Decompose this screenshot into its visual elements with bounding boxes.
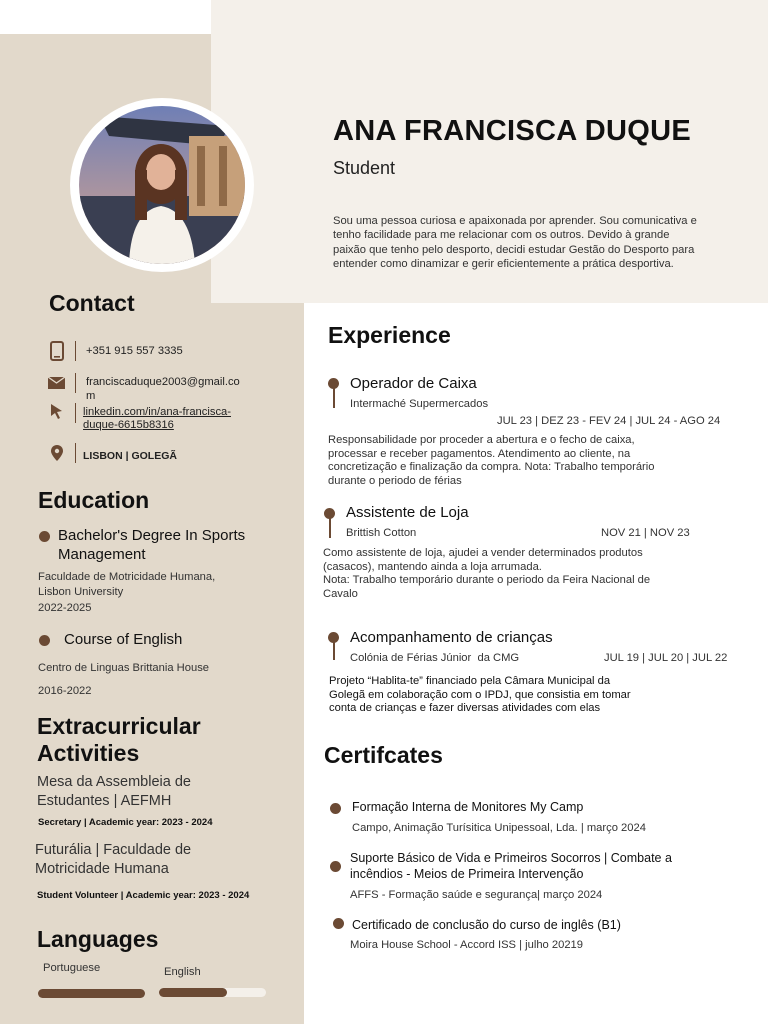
divider xyxy=(75,373,76,393)
job-description-line: (casacos), mantendo ainda a loja arrumada. xyxy=(323,560,542,573)
job-title: Operador de Caixa xyxy=(350,375,477,392)
timeline-stem xyxy=(329,518,331,538)
job-company: Colónia de Férias Júnior da CMG xyxy=(350,652,520,664)
heading-line: Activities xyxy=(37,740,140,766)
language-name: Portuguese xyxy=(43,962,101,974)
bullet-dot xyxy=(333,918,344,929)
job-description-line: Golegã em colaboração com o IPDJ, que consistia em tomar xyxy=(329,688,631,701)
certificate-title-line: Suporte Básico de Vida e Primeiros Socorros | Combate a xyxy=(350,851,672,865)
education-title xyxy=(58,526,245,564)
certificate-title: Formação Interna de Monitores My Camp xyxy=(352,800,584,814)
job-dates: JUL 23 | DEZ 23 - FEV 24 | JUL 24 - AGO 24 xyxy=(497,415,721,427)
location: LISBON | GOLEGÃ xyxy=(83,450,177,462)
avatar xyxy=(79,106,245,264)
contact-heading: Contact xyxy=(49,290,135,316)
certificate-title-line: incêndios - Meios de Primeira Intervenção xyxy=(350,866,584,881)
phone-icon xyxy=(50,341,64,361)
linkedin-line: duque-6615b8316 xyxy=(83,419,174,431)
activity-title-line: Mesa da Assembleia de xyxy=(37,774,191,790)
job-description xyxy=(329,675,631,716)
education-heading: Education xyxy=(38,487,150,513)
activity-title-line: Estudantes | AEFMH xyxy=(37,793,172,809)
certificate-title: Certificado de conclusão do curso de inglês (B1) xyxy=(352,918,621,932)
activity-role: Secretary | Academic year: 2023 - 2024 xyxy=(38,817,213,828)
language-level-fill xyxy=(38,989,145,998)
linkedin-link[interactable] xyxy=(83,406,231,432)
education-school-line: Lisbon University xyxy=(38,585,124,598)
location-pin-icon xyxy=(51,445,63,461)
language-level-fill xyxy=(159,988,227,997)
heading-line: Extracurricular xyxy=(37,713,201,739)
education-title: Course of English xyxy=(64,631,183,648)
job-description-line: Responsabilidade por proceder a abertura e o fecho de caixa, xyxy=(328,434,635,446)
education-school-line: Faculdade de Motricidade Humana, xyxy=(38,571,216,583)
job-description-line: Nota: Trabalho temporário durante o periodo da Feira Nacional de xyxy=(323,574,651,587)
job-description-line: Cavalo xyxy=(323,587,358,600)
education-years: 2022-2025 xyxy=(38,602,92,614)
timeline-stem xyxy=(333,642,335,660)
mail-icon xyxy=(48,377,65,389)
person-name: ANA FRANCISCA DUQUE xyxy=(333,115,691,147)
language-level-track xyxy=(159,988,266,997)
bullet-dot xyxy=(39,635,50,646)
certificates-heading: Certifcates xyxy=(324,742,443,768)
education-title-line: Management xyxy=(58,546,146,563)
experience-heading: Experience xyxy=(328,322,451,348)
job-dates: JUL 19 | JUL 20 | JUL 22 xyxy=(604,652,728,664)
languages-heading: Languages xyxy=(37,926,159,952)
activity-role: Student Volunteer | Academic year: 2023 - 2024 xyxy=(37,890,250,901)
education-school xyxy=(38,570,215,599)
bullet-dot xyxy=(330,861,341,872)
job-title: Acompanhamento de crianças xyxy=(350,629,553,646)
job-description xyxy=(323,547,650,601)
linkedin-line: linkedin.com/in/ana-francisca- xyxy=(83,406,231,418)
job-title: Assistente de Loja xyxy=(346,504,469,521)
job-description-line: Projeto “Hablita-te” financiado pela Câmara Municipal da xyxy=(329,675,611,687)
email-address[interactable] xyxy=(86,375,240,403)
person-role: Student xyxy=(333,158,396,178)
activity-title xyxy=(35,841,191,879)
email-line: m xyxy=(86,390,96,402)
job-description xyxy=(328,434,654,488)
language-name: English xyxy=(164,966,201,978)
activity-title-line: Motricidade Humana xyxy=(35,861,169,877)
job-description-line: processar e receber pagamentos. Atendimento ao cliente, na xyxy=(328,447,631,460)
divider xyxy=(75,443,76,463)
education-title-line: Bachelor's Degree In Sports xyxy=(58,527,246,544)
certificate-issuer: AFFS - Formação saúde e segurança| março 2024 xyxy=(350,889,603,901)
divider xyxy=(75,341,76,361)
education-school: Centro de Linguas Brittania House xyxy=(38,662,210,674)
activity-title xyxy=(37,773,191,811)
divider xyxy=(75,403,76,423)
extracurricular-heading xyxy=(37,713,201,767)
email-line: franciscaduque2003@gmail.co xyxy=(86,376,240,388)
profile-summary: Sou uma pessoa curiosa e apaixonada por aprender. Sou comunicativa e tenho facilidade para me relacionar com os outros. Devido à grande paixão que tenho pelo desporto, decidi estudar Gestão do Desporto para entender como dinamizar e gerir eficientemente a prática desportiva. xyxy=(333,215,697,271)
bullet-dot xyxy=(39,531,50,542)
job-company: Intermaché Supermercados xyxy=(350,398,489,410)
job-description-line: conta de crianças e fazer diversas atividades com elas xyxy=(329,702,601,715)
cursor-icon xyxy=(50,403,64,419)
certificate-issuer: Moira House School - Accord ISS | julho 20219 xyxy=(350,939,583,951)
job-description-line: Como assistente de loja, ajudei a vender determinados produtos xyxy=(323,547,643,559)
bullet-dot xyxy=(330,803,341,814)
phone-number: +351 915 557 3335 xyxy=(86,345,183,357)
job-company: Brittish Cotton xyxy=(346,527,417,539)
certificate-title xyxy=(350,851,672,882)
language-level-track xyxy=(38,989,145,998)
job-description-line: concretização e finalização da compra. Nota: Trabalho temporário xyxy=(328,461,655,474)
certificate-issuer: Campo, Animação Turísitica Unipessoal, Lda. | março 2024 xyxy=(352,822,646,834)
job-description-line: durante o periodo de férias xyxy=(328,474,462,487)
timeline-stem xyxy=(333,388,335,408)
job-dates: NOV 21 | NOV 23 xyxy=(601,527,690,539)
activity-title-line: Futurália | Faculdade de xyxy=(35,842,192,858)
education-years: 2016-2022 xyxy=(38,685,92,697)
